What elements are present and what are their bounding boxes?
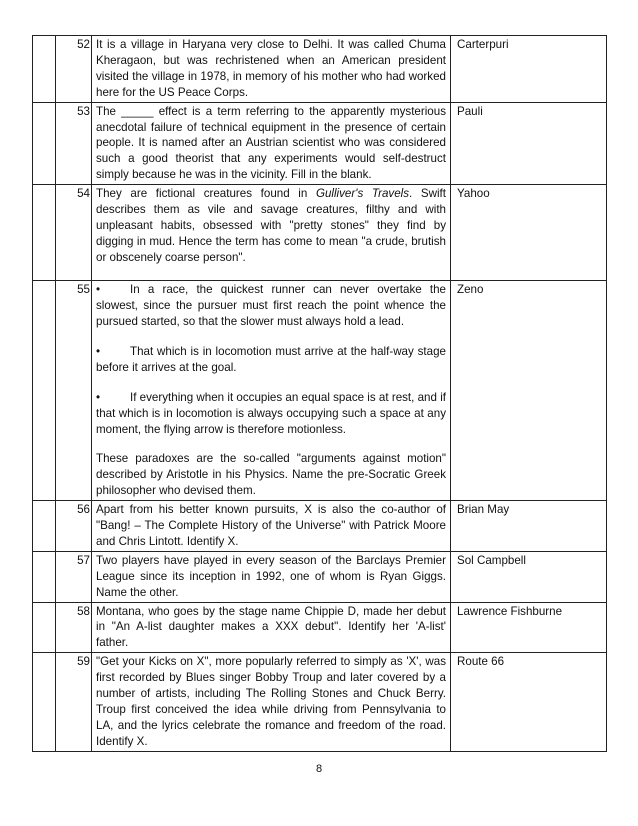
blank-cell: [33, 36, 56, 103]
answer-text: Brian May: [451, 501, 607, 552]
question-text-end: . Swift describes them as vile and savage creatures, filthy and with unpleasant habits, obsessed with "pretty stones" they find by digging in mud. Hence the term has come to mean "a crude, brutish or obscenely coarse person".: [96, 187, 446, 264]
quiz-table: [32, 35, 607, 752]
question-number: 59: [56, 653, 92, 751]
table-row: [33, 102, 607, 185]
paradox-text: That which is in locomotion must arrive at the half-way stage before it arrives at the goal.: [96, 344, 446, 374]
book-title: Gulliver's Travels: [315, 187, 410, 201]
table-row: [33, 653, 607, 751]
question-number: 54: [56, 185, 92, 281]
question-number: 55: [56, 281, 92, 501]
blank-cell: [33, 653, 56, 751]
paradox-closing: These paradoxes are the so-called "arguments against motion" described by Aristotle in his Physics. Name the pre-Socratic Greek philosopher who devised them.: [96, 452, 446, 498]
answer-text: Yahoo: [451, 185, 607, 281]
paradox-text: In a race, the quickest runner can never overtake the slowest, since the pursuer must first reach the point whence the pursued started, so that the slower must always hold a lead.: [96, 283, 446, 328]
question-text: Two players have played in every season of the Barclays Premier League since its inception in 1992, one of whom is Ryan Giggs. Name the other.: [92, 551, 451, 602]
bullet-icon: •: [96, 283, 101, 297]
question-text: "Get your Kicks on X", more popularly referred to simply as 'X', was first recorded by Blues singer Bobby Troup and later covered by a number of artists, including The Rolling Stones and Chuck Berry. Troup first conceived the idea while driving from Pennsylvania to LA, and the lyrics celebrate the romance and freedom of the road. Identify X.: [92, 653, 451, 751]
question-text: The _____ effect is a term referring to the apparently mysterious anecdotal failure of technical equipment in the presence of certain people. It is named after an Austrian scientist who was considered such a good theorist that any experiments would self-destruct simply because he was in the vicinity. Fill in the blank.: [92, 102, 451, 185]
paradox-bullet: [96, 344, 446, 376]
answer-text: Pauli: [451, 102, 607, 185]
paradox-bullet: [96, 282, 446, 330]
answer-text: Sol Campbell: [451, 551, 607, 602]
question-text: [92, 281, 451, 501]
question-number: 57: [56, 551, 92, 602]
table-row: [33, 185, 607, 281]
answer-text: Zeno: [451, 281, 607, 501]
answer-text: Carterpuri: [451, 36, 607, 103]
blank-cell: [33, 281, 56, 501]
question-text: Apart from his better known pursuits, X is also the co-author of "Bang! – The Complete History of the Universe" with Patrick Moore and Chris Lintott. Identify X.: [92, 501, 451, 552]
page-number: 8: [315, 763, 323, 775]
table-row: [33, 551, 607, 602]
question-text: It is a village in Haryana very close to Delhi. It was called Chuma Kheragaon, but was rechristened when an American president visited the village in 1978, in memory of his mother who had worked here for the US Peace Corps.: [92, 36, 451, 103]
question-text: [92, 185, 451, 281]
question-text-start: They are fictional creatures found in: [96, 187, 316, 201]
question-number: 56: [56, 501, 92, 552]
blank-cell: [33, 102, 56, 185]
answer-text: Lawrence Fishburne: [451, 602, 607, 653]
blank-cell: [33, 185, 56, 281]
table-row: [33, 602, 607, 653]
table-row: [33, 501, 607, 552]
answer-text: Route 66: [451, 653, 607, 751]
table-row: [33, 36, 607, 103]
question-number: 58: [56, 602, 92, 653]
paradox-bullet: [96, 390, 446, 438]
question-number: 52: [56, 36, 92, 103]
paradox-text: If everything when it occupies an equal space is at rest, and if that which is in locomotion is always occupying such a space at any moment, the flying arrow is therefore motionless.: [96, 390, 446, 436]
table-row: [33, 281, 607, 501]
blank-cell: [33, 551, 56, 602]
blank-cell: [33, 501, 56, 552]
question-text: Montana, who goes by the stage name Chippie D, made her debut in "An A-list daughter makes a XXX debut". Identify her 'A-list' father.: [92, 602, 451, 653]
bullet-icon: •: [96, 344, 101, 358]
bullet-icon: •: [96, 390, 101, 404]
blank-cell: [33, 602, 56, 653]
question-number: 53: [56, 102, 92, 185]
